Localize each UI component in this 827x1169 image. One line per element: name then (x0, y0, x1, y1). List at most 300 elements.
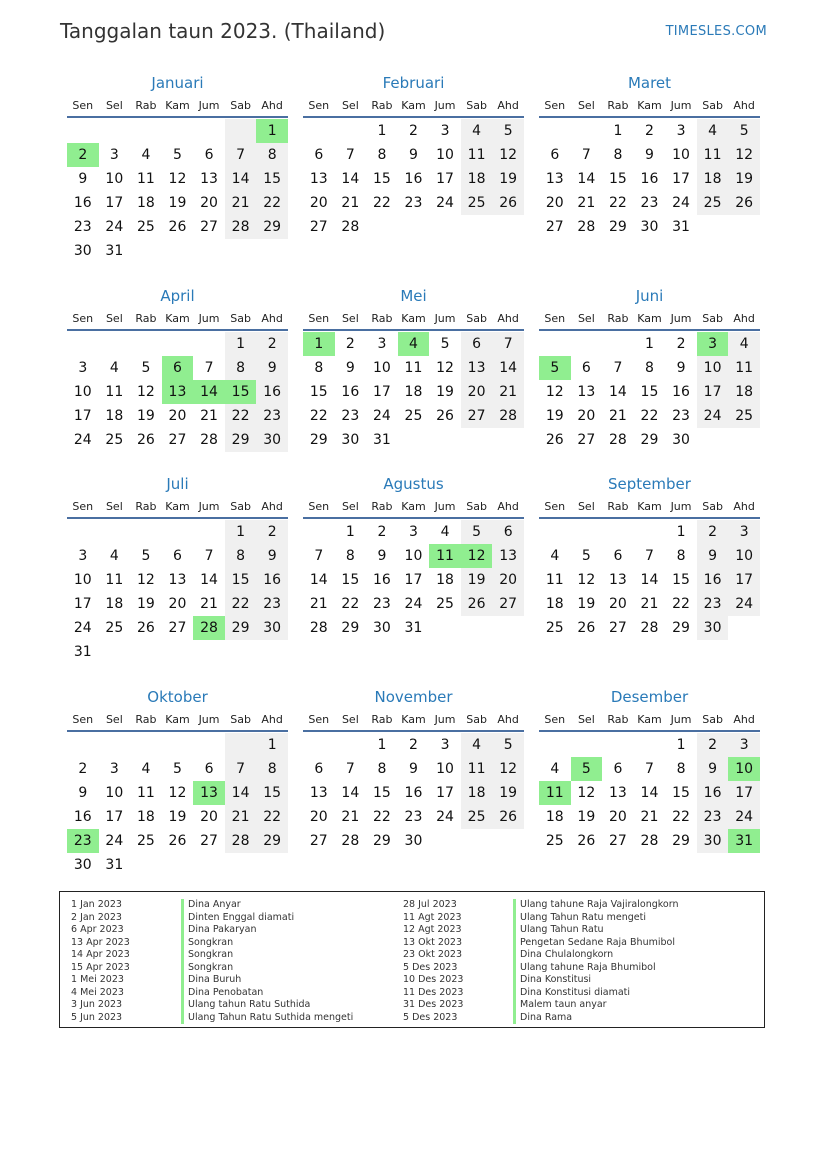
day-cell[interactable]: 6 (613, 548, 623, 564)
day-cell[interactable]: 15 (640, 384, 659, 400)
day-cell[interactable]: 17 (436, 785, 454, 801)
holiday-day-cell[interactable]: 11 (539, 781, 571, 805)
day-cell[interactable]: 23 (697, 805, 729, 829)
day-cell[interactable]: 24 (404, 596, 423, 612)
day-cell[interactable]: 17 (672, 171, 690, 187)
day-cell[interactable]: 30 (256, 616, 288, 640)
day-cell[interactable]: 24 (73, 432, 92, 448)
day-cell[interactable]: 7 (345, 761, 355, 777)
day-cell[interactable]: 8 (256, 143, 288, 167)
day-cell[interactable]: 27 (577, 432, 596, 448)
day-cell[interactable]: 21 (200, 408, 218, 424)
holiday-day-cell[interactable]: 31 (728, 829, 760, 853)
day-cell[interactable]: 1 (377, 737, 387, 753)
day-cell[interactable]: 14 (341, 171, 360, 187)
day-cell[interactable]: 19 (545, 408, 564, 424)
day-cell[interactable]: 2 (78, 761, 88, 777)
day-cell[interactable]: 25 (545, 833, 564, 849)
day-cell[interactable]: 29 (640, 432, 659, 448)
day-cell[interactable]: 11 (728, 356, 760, 380)
day-cell[interactable]: 9 (409, 147, 418, 163)
day-cell[interactable]: 13 (608, 785, 627, 801)
day-cell[interactable]: 23 (697, 592, 729, 616)
day-cell[interactable]: 28 (341, 833, 360, 849)
day-cell[interactable]: 8 (377, 147, 387, 163)
day-cell[interactable]: 22 (341, 596, 360, 612)
day-cell[interactable]: 14 (309, 572, 328, 588)
day-cell[interactable]: 23 (372, 596, 391, 612)
day-cell[interactable]: 20 (200, 195, 218, 211)
holiday-day-cell[interactable]: 3 (697, 332, 729, 356)
day-cell[interactable]: 30 (73, 243, 92, 259)
day-cell[interactable]: 25 (105, 432, 124, 448)
day-cell[interactable]: 20 (168, 596, 187, 612)
day-cell[interactable]: 29 (225, 428, 257, 452)
day-cell[interactable]: 16 (672, 384, 690, 400)
holiday-day-cell[interactable]: 13 (162, 380, 194, 404)
day-cell[interactable]: 8 (225, 356, 257, 380)
day-cell[interactable]: 27 (608, 833, 627, 849)
day-cell[interactable]: 19 (728, 167, 760, 191)
day-cell[interactable]: 30 (697, 616, 729, 640)
day-cell[interactable]: 28 (309, 620, 328, 636)
day-cell[interactable]: 9 (256, 356, 288, 380)
day-cell[interactable]: 1 (613, 123, 623, 139)
day-cell[interactable]: 27 (309, 219, 328, 235)
day-cell[interactable]: 22 (608, 195, 627, 211)
day-cell[interactable]: 25 (461, 191, 493, 215)
day-cell[interactable]: 7 (204, 360, 214, 376)
day-cell[interactable]: 7 (613, 360, 623, 376)
day-cell[interactable]: 5 (440, 336, 450, 352)
day-cell[interactable]: 26 (492, 191, 524, 215)
day-cell[interactable]: 22 (309, 408, 328, 424)
day-cell[interactable]: 25 (697, 191, 729, 215)
holiday-day-cell[interactable]: 12 (461, 544, 493, 568)
day-cell[interactable]: 21 (608, 408, 627, 424)
day-cell[interactable]: 1 (225, 520, 257, 544)
day-cell[interactable]: 3 (409, 524, 418, 540)
day-cell[interactable]: 9 (645, 147, 654, 163)
day-cell[interactable]: 7 (645, 548, 654, 564)
day-cell[interactable]: 3 (78, 360, 88, 376)
day-cell[interactable]: 7 (581, 147, 591, 163)
day-cell[interactable]: 11 (461, 143, 493, 167)
day-cell[interactable]: 15 (672, 785, 690, 801)
day-cell[interactable]: 20 (608, 809, 627, 825)
holiday-day-cell[interactable]: 1 (256, 119, 288, 143)
day-cell[interactable]: 1 (676, 737, 686, 753)
day-cell[interactable]: 1 (645, 336, 654, 352)
day-cell[interactable]: 8 (345, 548, 355, 564)
day-cell[interactable]: 18 (105, 408, 124, 424)
day-cell[interactable]: 14 (341, 785, 360, 801)
day-cell[interactable]: 20 (492, 568, 524, 592)
day-cell[interactable]: 31 (672, 219, 690, 235)
day-cell[interactable]: 15 (309, 384, 328, 400)
day-cell[interactable]: 21 (309, 596, 328, 612)
day-cell[interactable]: 10 (436, 761, 454, 777)
day-cell[interactable]: 11 (404, 360, 423, 376)
day-cell[interactable]: 27 (461, 404, 493, 428)
day-cell[interactable]: 6 (461, 332, 493, 356)
day-cell[interactable]: 6 (581, 360, 591, 376)
day-cell[interactable]: 22 (672, 809, 690, 825)
day-cell[interactable]: 31 (404, 620, 423, 636)
day-cell[interactable]: 24 (105, 219, 124, 235)
day-cell[interactable]: 10 (697, 356, 729, 380)
day-cell[interactable]: 26 (545, 432, 564, 448)
day-cell[interactable]: 29 (256, 215, 288, 239)
day-cell[interactable]: 25 (105, 620, 124, 636)
day-cell[interactable]: 30 (341, 432, 360, 448)
day-cell[interactable]: 3 (676, 123, 686, 139)
day-cell[interactable]: 4 (141, 147, 151, 163)
day-cell[interactable]: 13 (577, 384, 596, 400)
day-cell[interactable]: 4 (109, 548, 119, 564)
day-cell[interactable]: 5 (728, 119, 760, 143)
day-cell[interactable]: 18 (436, 572, 454, 588)
day-cell[interactable]: 30 (372, 620, 391, 636)
day-cell[interactable]: 20 (461, 380, 493, 404)
day-cell[interactable]: 21 (225, 191, 257, 215)
day-cell[interactable]: 5 (141, 360, 151, 376)
day-cell[interactable]: 3 (440, 123, 450, 139)
holiday-day-cell[interactable]: 6 (162, 356, 194, 380)
day-cell[interactable]: 3 (78, 548, 88, 564)
day-cell[interactable]: 6 (314, 761, 324, 777)
day-cell[interactable]: 22 (372, 195, 391, 211)
day-cell[interactable]: 29 (372, 833, 391, 849)
day-cell[interactable]: 18 (461, 781, 493, 805)
day-cell[interactable]: 2 (697, 733, 729, 757)
day-cell[interactable]: 10 (404, 548, 423, 564)
day-cell[interactable]: 14 (577, 171, 596, 187)
day-cell[interactable]: 18 (545, 596, 564, 612)
day-cell[interactable]: 12 (168, 171, 187, 187)
day-cell[interactable]: 30 (697, 829, 729, 853)
day-cell[interactable]: 7 (204, 548, 214, 564)
day-cell[interactable]: 8 (676, 761, 686, 777)
day-cell[interactable]: 23 (341, 408, 360, 424)
day-cell[interactable]: 6 (550, 147, 560, 163)
day-cell[interactable]: 6 (204, 147, 214, 163)
day-cell[interactable]: 18 (136, 195, 155, 211)
day-cell[interactable]: 3 (728, 733, 760, 757)
day-cell[interactable]: 3 (109, 761, 119, 777)
day-cell[interactable]: 16 (697, 781, 729, 805)
day-cell[interactable]: 8 (613, 147, 623, 163)
day-cell[interactable]: 5 (492, 119, 524, 143)
day-cell[interactable]: 11 (105, 572, 124, 588)
day-cell[interactable]: 28 (492, 404, 524, 428)
day-cell[interactable]: 16 (73, 195, 92, 211)
day-cell[interactable]: 2 (676, 336, 686, 352)
day-cell[interactable]: 17 (404, 572, 423, 588)
day-cell[interactable]: 16 (73, 809, 92, 825)
day-cell[interactable]: 23 (640, 195, 659, 211)
day-cell[interactable]: 16 (256, 568, 288, 592)
day-cell[interactable]: 11 (136, 785, 155, 801)
day-cell[interactable]: 6 (492, 520, 524, 544)
day-cell[interactable]: 22 (672, 596, 690, 612)
day-cell[interactable]: 24 (105, 833, 124, 849)
day-cell[interactable]: 2 (345, 336, 355, 352)
day-cell[interactable]: 16 (404, 171, 423, 187)
day-cell[interactable]: 4 (697, 119, 729, 143)
day-cell[interactable]: 11 (136, 171, 155, 187)
day-cell[interactable]: 15 (225, 568, 257, 592)
day-cell[interactable]: 22 (256, 191, 288, 215)
day-cell[interactable]: 8 (676, 548, 686, 564)
day-cell[interactable]: 20 (309, 195, 328, 211)
day-cell[interactable]: 15 (372, 785, 391, 801)
holiday-day-cell[interactable]: 2 (67, 143, 99, 167)
day-cell[interactable]: 23 (672, 408, 690, 424)
day-cell[interactable]: 15 (372, 171, 391, 187)
day-cell[interactable]: 4 (728, 332, 760, 356)
day-cell[interactable]: 4 (440, 524, 450, 540)
day-cell[interactable]: 31 (105, 857, 124, 873)
day-cell[interactable]: 12 (136, 384, 155, 400)
day-cell[interactable]: 7 (314, 548, 324, 564)
day-cell[interactable]: 19 (136, 408, 155, 424)
day-cell[interactable]: 21 (640, 596, 659, 612)
day-cell[interactable]: 19 (168, 195, 187, 211)
day-cell[interactable]: 1 (377, 123, 387, 139)
day-cell[interactable]: 21 (640, 809, 659, 825)
day-cell[interactable]: 21 (492, 380, 524, 404)
day-cell[interactable]: 16 (256, 380, 288, 404)
day-cell[interactable]: 10 (436, 147, 454, 163)
day-cell[interactable]: 9 (78, 785, 88, 801)
day-cell[interactable]: 24 (728, 805, 760, 829)
day-cell[interactable]: 26 (136, 620, 155, 636)
day-cell[interactable]: 19 (436, 384, 454, 400)
day-cell[interactable]: 29 (256, 829, 288, 853)
day-cell[interactable]: 13 (545, 171, 564, 187)
day-cell[interactable]: 6 (314, 147, 324, 163)
day-cell[interactable]: 29 (309, 432, 328, 448)
day-cell[interactable]: 1 (225, 332, 257, 356)
day-cell[interactable]: 18 (728, 380, 760, 404)
day-cell[interactable]: 24 (372, 408, 391, 424)
day-cell[interactable]: 12 (136, 572, 155, 588)
day-cell[interactable]: 29 (672, 833, 690, 849)
day-cell[interactable]: 2 (645, 123, 654, 139)
day-cell[interactable]: 30 (404, 833, 423, 849)
day-cell[interactable]: 27 (200, 219, 218, 235)
day-cell[interactable]: 2 (697, 520, 729, 544)
day-cell[interactable]: 18 (545, 809, 564, 825)
day-cell[interactable]: 21 (200, 596, 218, 612)
day-cell[interactable]: 30 (73, 857, 92, 873)
day-cell[interactable]: 4 (461, 733, 493, 757)
day-cell[interactable]: 9 (409, 761, 418, 777)
day-cell[interactable]: 29 (341, 620, 360, 636)
day-cell[interactable]: 13 (200, 171, 218, 187)
day-cell[interactable]: 29 (608, 219, 627, 235)
day-cell[interactable]: 26 (436, 408, 454, 424)
day-cell[interactable]: 20 (608, 596, 627, 612)
day-cell[interactable]: 3 (440, 737, 450, 753)
day-cell[interactable]: 1 (345, 524, 355, 540)
day-cell[interactable]: 17 (728, 568, 760, 592)
day-cell[interactable]: 6 (173, 548, 182, 564)
day-cell[interactable]: 20 (309, 809, 328, 825)
holiday-day-cell[interactable]: 28 (193, 616, 225, 640)
day-cell[interactable]: 20 (168, 408, 187, 424)
day-cell[interactable]: 2 (256, 332, 288, 356)
day-cell[interactable]: 12 (436, 360, 454, 376)
day-cell[interactable]: 14 (225, 167, 257, 191)
holiday-day-cell[interactable]: 5 (571, 757, 603, 781)
day-cell[interactable]: 29 (225, 616, 257, 640)
day-cell[interactable]: 18 (404, 384, 423, 400)
day-cell[interactable]: 28 (341, 219, 360, 235)
day-cell[interactable]: 12 (577, 572, 596, 588)
day-cell[interactable]: 18 (697, 167, 729, 191)
day-cell[interactable]: 16 (640, 171, 659, 187)
day-cell[interactable]: 7 (225, 757, 257, 781)
day-cell[interactable]: 11 (697, 143, 729, 167)
day-cell[interactable]: 12 (492, 143, 524, 167)
day-cell[interactable]: 20 (545, 195, 564, 211)
day-cell[interactable]: 24 (436, 809, 454, 825)
day-cell[interactable]: 26 (461, 592, 493, 616)
day-cell[interactable]: 12 (577, 785, 596, 801)
day-cell[interactable]: 14 (640, 572, 659, 588)
day-cell[interactable]: 28 (577, 219, 596, 235)
day-cell[interactable]: 30 (640, 219, 659, 235)
day-cell[interactable]: 13 (461, 356, 493, 380)
day-cell[interactable]: 9 (256, 544, 288, 568)
day-cell[interactable]: 16 (341, 384, 360, 400)
day-cell[interactable]: 14 (225, 781, 257, 805)
day-cell[interactable]: 7 (225, 143, 257, 167)
day-cell[interactable]: 13 (309, 785, 328, 801)
day-cell[interactable]: 17 (372, 384, 391, 400)
day-cell[interactable]: 15 (256, 167, 288, 191)
day-cell[interactable]: 15 (608, 171, 627, 187)
day-cell[interactable]: 9 (697, 544, 729, 568)
day-cell[interactable]: 8 (225, 544, 257, 568)
day-cell[interactable]: 18 (105, 596, 124, 612)
day-cell[interactable]: 9 (676, 360, 686, 376)
day-cell[interactable]: 3 (728, 520, 760, 544)
day-cell[interactable]: 16 (404, 785, 423, 801)
day-cell[interactable]: 14 (640, 785, 659, 801)
day-cell[interactable]: 25 (461, 805, 493, 829)
day-cell[interactable]: 28 (608, 432, 627, 448)
day-cell[interactable]: 17 (73, 408, 92, 424)
day-cell[interactable]: 4 (109, 360, 119, 376)
day-cell[interactable]: 30 (256, 428, 288, 452)
day-cell[interactable]: 24 (728, 592, 760, 616)
day-cell[interactable]: 16 (697, 568, 729, 592)
day-cell[interactable]: 13 (168, 572, 187, 588)
day-cell[interactable]: 5 (581, 548, 591, 564)
day-cell[interactable]: 27 (545, 219, 564, 235)
day-cell[interactable]: 23 (256, 404, 288, 428)
day-cell[interactable]: 7 (645, 761, 654, 777)
day-cell[interactable]: 10 (372, 360, 391, 376)
day-cell[interactable]: 13 (492, 544, 524, 568)
day-cell[interactable]: 6 (204, 761, 214, 777)
day-cell[interactable]: 24 (73, 620, 92, 636)
day-cell[interactable]: 21 (577, 195, 596, 211)
day-cell[interactable]: 29 (672, 620, 690, 636)
day-cell[interactable]: 17 (105, 809, 124, 825)
day-cell[interactable]: 14 (608, 384, 627, 400)
day-cell[interactable]: 12 (492, 757, 524, 781)
day-cell[interactable]: 20 (577, 408, 596, 424)
day-cell[interactable]: 4 (461, 119, 493, 143)
day-cell[interactable]: 1 (256, 733, 288, 757)
day-cell[interactable]: 30 (672, 432, 690, 448)
day-cell[interactable]: 19 (492, 167, 524, 191)
day-cell[interactable]: 26 (577, 620, 596, 636)
day-cell[interactable]: 19 (136, 596, 155, 612)
day-cell[interactable]: 3 (109, 147, 119, 163)
day-cell[interactable]: 17 (73, 596, 92, 612)
day-cell[interactable]: 18 (136, 809, 155, 825)
day-cell[interactable]: 28 (225, 829, 257, 853)
day-cell[interactable]: 17 (105, 195, 124, 211)
holiday-day-cell[interactable]: 4 (398, 332, 430, 356)
day-cell[interactable]: 19 (577, 596, 596, 612)
day-cell[interactable]: 10 (105, 785, 124, 801)
day-cell[interactable]: 6 (613, 761, 623, 777)
day-cell[interactable]: 25 (136, 219, 155, 235)
day-cell[interactable]: 27 (608, 620, 627, 636)
day-cell[interactable]: 15 (256, 781, 288, 805)
day-cell[interactable]: 27 (309, 833, 328, 849)
holiday-day-cell[interactable]: 14 (193, 380, 225, 404)
day-cell[interactable]: 3 (377, 336, 387, 352)
day-cell[interactable]: 2 (409, 737, 418, 753)
day-cell[interactable]: 23 (73, 219, 92, 235)
day-cell[interactable]: 24 (672, 195, 690, 211)
holiday-day-cell[interactable]: 23 (67, 829, 99, 853)
day-cell[interactable]: 26 (168, 219, 187, 235)
day-cell[interactable]: 8 (314, 360, 324, 376)
holiday-day-cell[interactable]: 10 (728, 757, 760, 781)
day-cell[interactable]: 9 (697, 757, 729, 781)
day-cell[interactable]: 9 (345, 360, 355, 376)
day-cell[interactable]: 27 (168, 432, 187, 448)
day-cell[interactable]: 22 (225, 404, 257, 428)
day-cell[interactable]: 7 (345, 147, 355, 163)
day-cell[interactable]: 17 (697, 380, 729, 404)
day-cell[interactable]: 15 (672, 572, 690, 588)
day-cell[interactable]: 26 (577, 833, 596, 849)
day-cell[interactable]: 20 (200, 809, 218, 825)
day-cell[interactable]: 12 (545, 384, 564, 400)
day-cell[interactable]: 31 (105, 243, 124, 259)
brand-link[interactable]: TIMESLES.COM (665, 24, 767, 39)
day-cell[interactable]: 1 (676, 524, 686, 540)
day-cell[interactable]: 11 (545, 572, 564, 588)
day-cell[interactable]: 5 (173, 761, 182, 777)
day-cell[interactable]: 28 (200, 432, 218, 448)
day-cell[interactable]: 31 (73, 644, 92, 660)
day-cell[interactable]: 25 (545, 620, 564, 636)
day-cell[interactable]: 19 (168, 809, 187, 825)
day-cell[interactable]: 5 (141, 548, 151, 564)
day-cell[interactable]: 25 (436, 596, 454, 612)
day-cell[interactable]: 23 (404, 195, 423, 211)
